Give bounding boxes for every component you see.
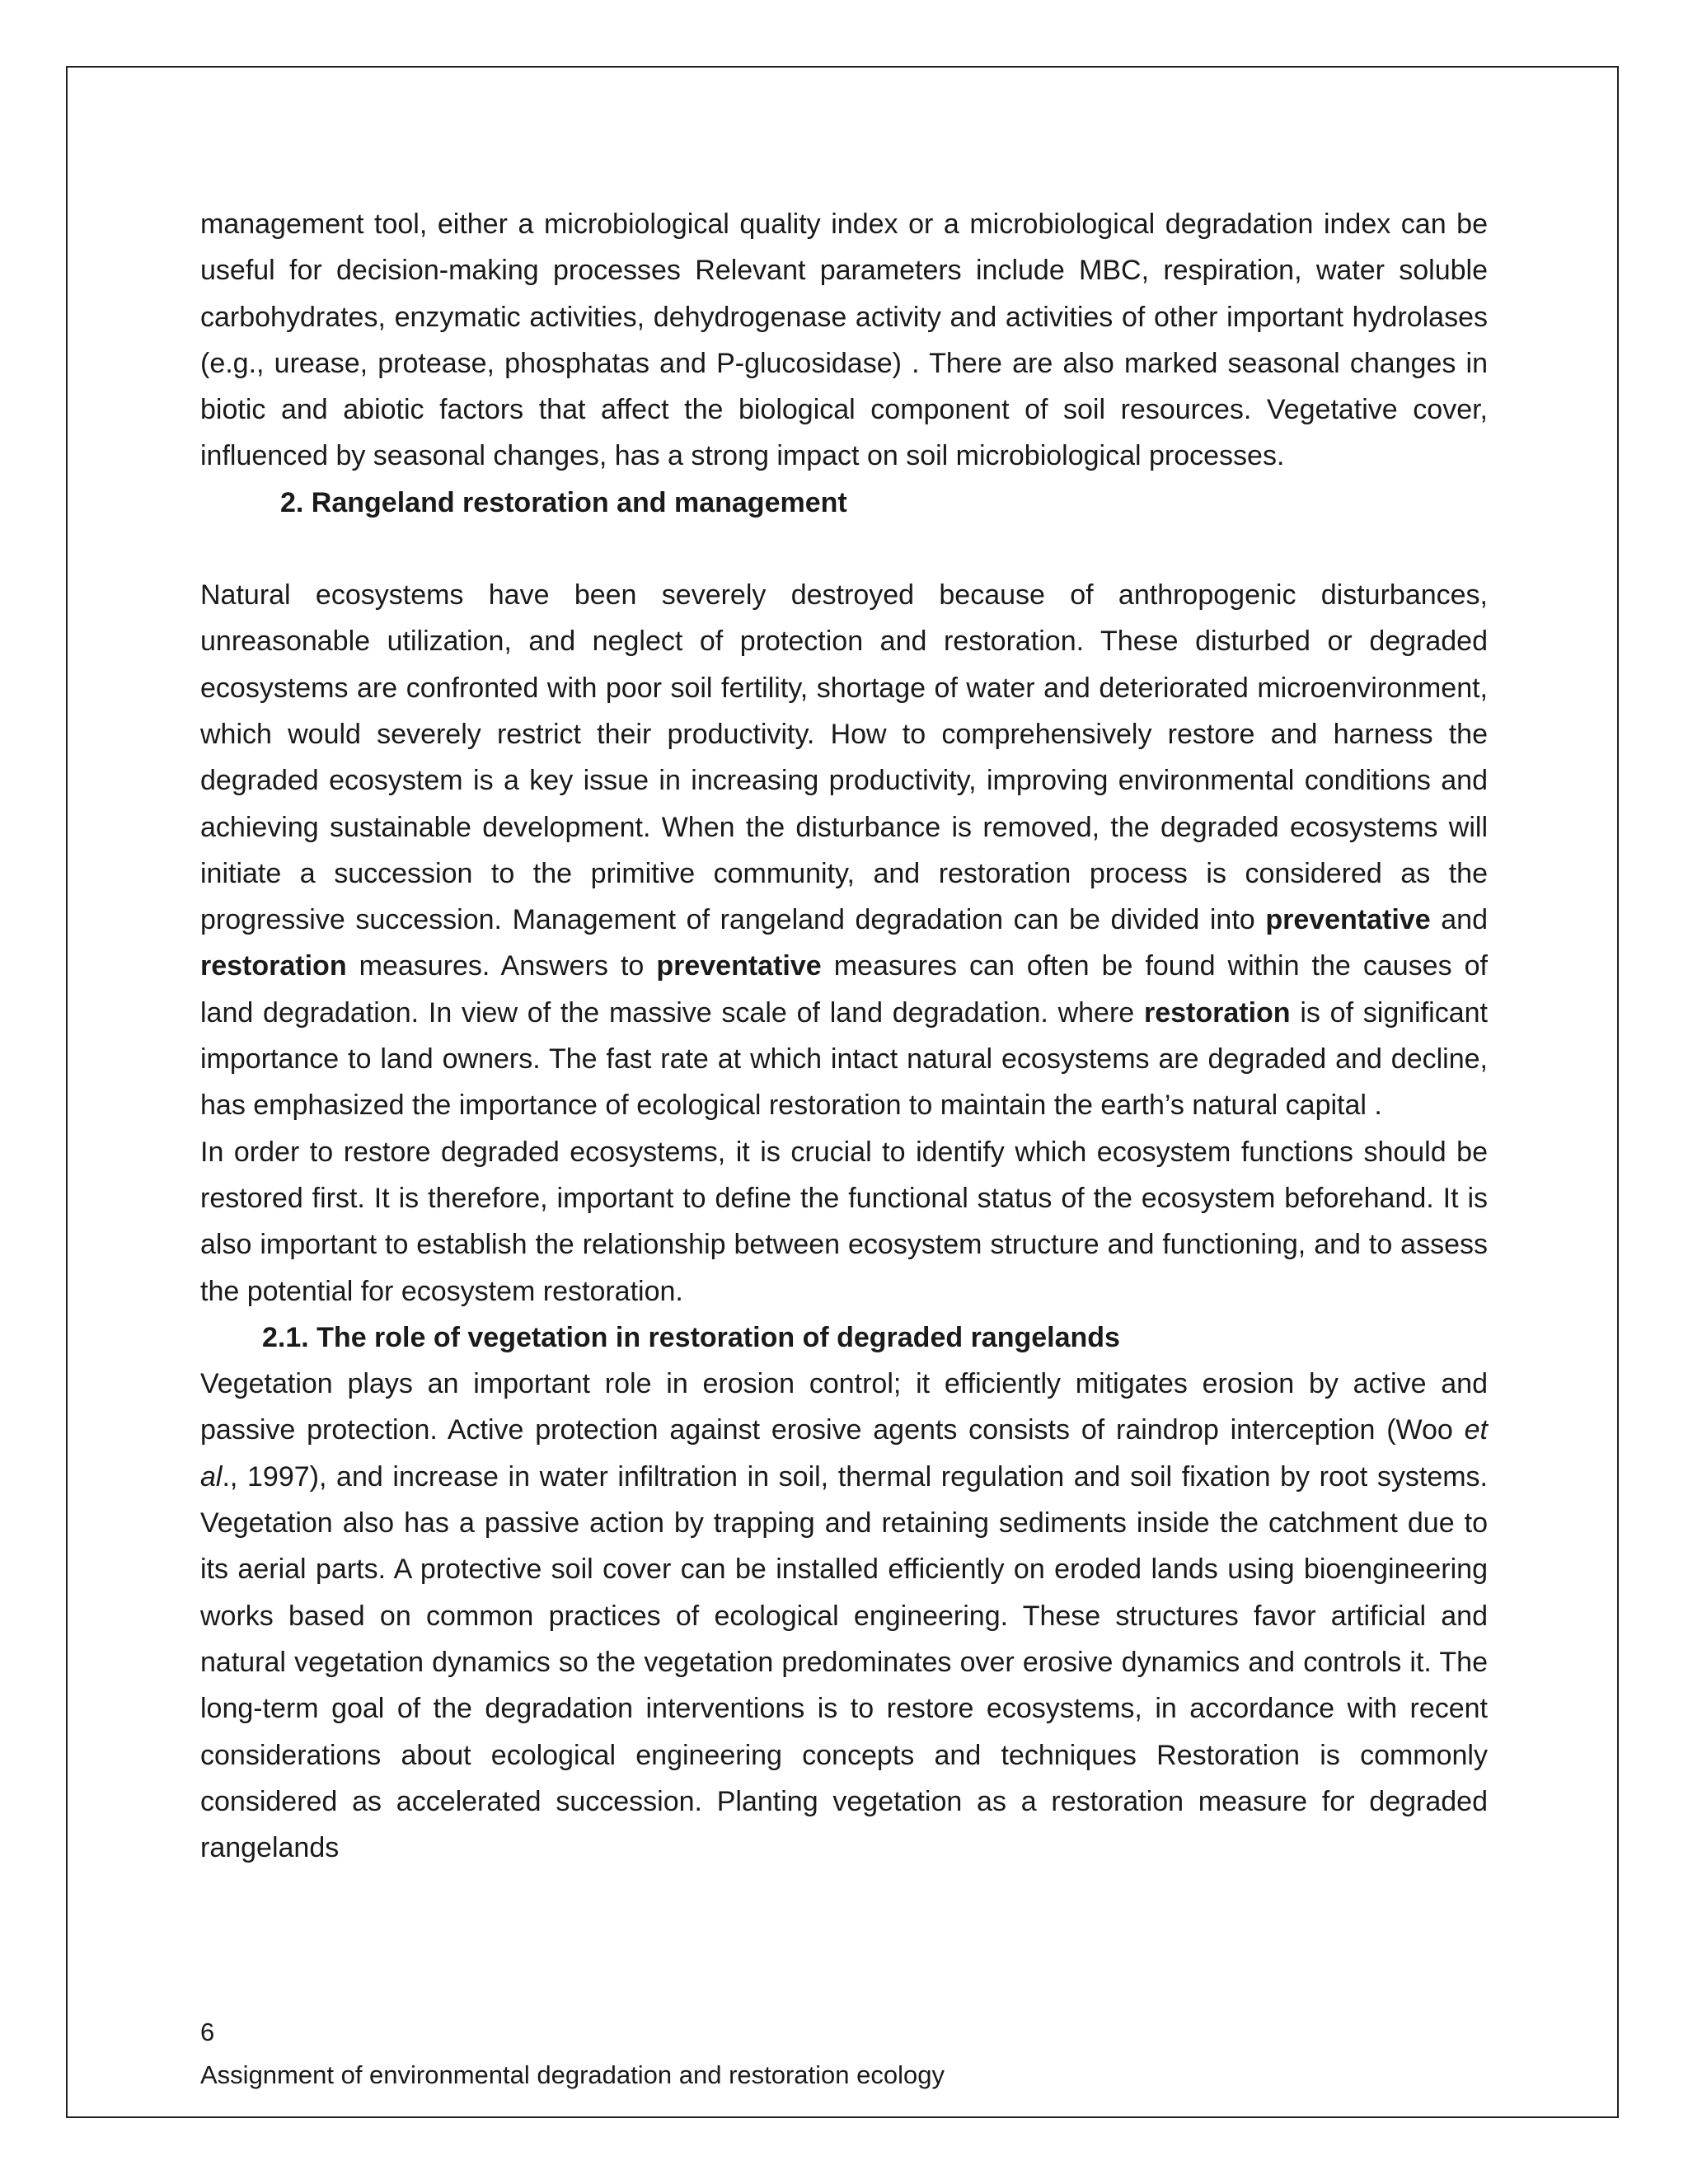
text-run: Natural ecosystems have been severely destroyed because of anthropogenic disturbances, unreasonable utilization, and neglect of protection and restoration. These disturbed or degraded ecosystems are confronted with poor soil fertility, shortage of water and deteriorated microenvironment, which would severely restrict their productivity. How to comprehensively restore and harness the degraded ecosystem is a key issue in increasing productivity, improving environmental conditions and achieving sustainable development. When the disturbance is removed, the degraded ecosystems will initiate a succession to the primitive community, and restoration process is considered as the progressive succession. Management of rangeland degradation can be divided into [200,579,1488,936]
subsection-heading-role-of-vegetation: 2.1. The role of vegetation in restoration of degraded rangelands [262,1321,1120,1353]
text-run: ., 1997), and increase in water infiltration in soil, thermal regulation and soil fixation by root systems. Vegetation also has a passive action by trapping and retaining sediments inside the catchment due to its aerial parts. A protective soil cover can be installed efficiently on eroded lands using bioengineering works based on common practices of ecological engineering. These structures favor artificial and natural vegetation dynamics so the vegetation predominates over erosive dynamics and controls it. The long-term goal of the degradation interventions is to restore ecosystems, in accordance with recent considerations about ecological engineering concepts and techniques Restoration is commonly considered as accelerated succession. Planting vegetation as a restoration measure for degraded rangelands [200,1460,1488,1864]
section-heading-rangeland-restoration: 2. Rangeland restoration and management [280,486,847,518]
text-run: Vegetation plays an important role in erosion control; it efficiently mitigates erosion by active and passive protection. Active protection against erosive agents consists of raindrop interception (Woo [200,1368,1488,1446]
text-run: measures can often be found within the causes of land degradation. In view of the massive scale of land degradation. where [200,950,1488,1029]
paragraph-natural-ecosystems [200,572,1488,1129]
text-run: is of significant importance to land owners. The fast rate at which intact natural ecosystems are degraded and decline, has emphasized the importance of ecological restoration to maintain the earth’s natural capital . [200,996,1488,1122]
document-body [200,201,1488,1871]
text-run: measures. Answers to [346,950,657,982]
text-run: and [1430,904,1488,936]
paragraph-restore-degraded-ecosystems: In order to restore degraded ecosystems, it is crucial to identify which ecosystem functions should be restored first. It is therefore, important to define the functional status of the ecosystem beforehand. It is also important to establish the relationship between ecosystem structure and functioning, and to assess the potential for ecosystem restoration. [200,1136,1488,1307]
bold-term-preventative: preventative [1265,904,1431,936]
bold-term-restoration: restoration [1143,996,1291,1029]
spacer [200,526,1488,572]
bold-term-preventative: preventative [656,950,822,982]
bold-term-restoration: restoration [200,950,347,982]
paragraph-microbiological-index: management tool, either a microbiological quality index or a microbiological degradation index can be useful for decision-making processes Relevant parameters include MBC, respiration, water soluble carbohydrates, enzymatic activities, dehydrogenase activity and activities of other important hydrolases (e.g., urease, protease, phosphatas and P-glucosidase) . There are also marked seasonal changes in biotic and abiotic factors that affect the biological component of soil resources. Vegetative cover, influenced by seasonal changes, has a strong impact on soil microbiological processes. [200,209,1488,472]
italic-citation: et al [200,1414,1488,1493]
page-number: 6 [200,2018,215,2046]
footer-title: Assignment of environmental degradation and restoration ecology [200,2060,945,2089]
page-footer [200,2011,1488,2097]
paragraph-vegetation-erosion-control [200,1361,1488,1871]
